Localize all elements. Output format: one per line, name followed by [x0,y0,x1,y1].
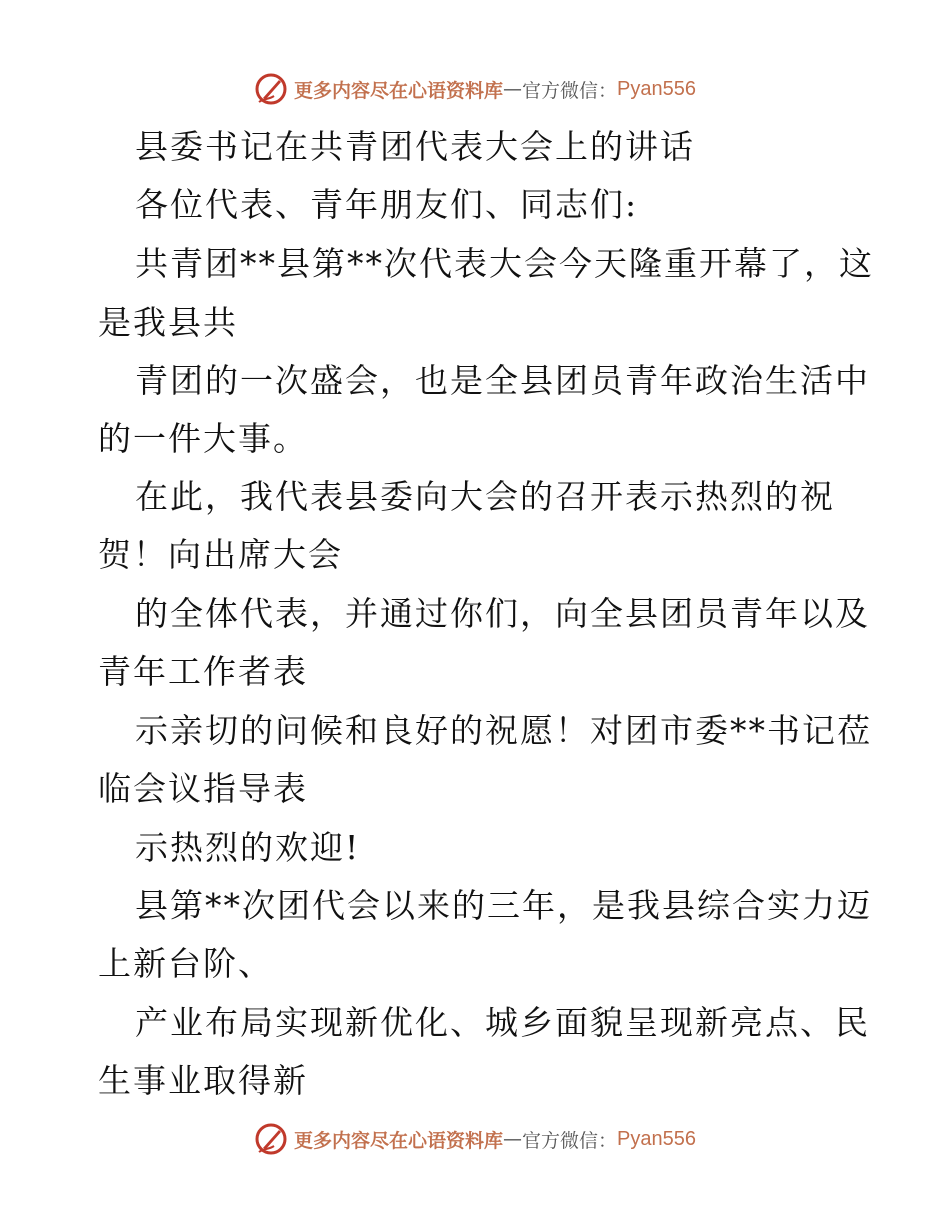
pen-circle-logo-icon [254,1122,288,1156]
paragraph-line: 在此，我代表县委向大会的召开表示热烈的祝 [135,477,835,516]
paragraph-line: 示亲切的问候和良好的祝愿！对团市委**书记莅 [135,711,872,750]
paragraph-line: 临会议指导表 [98,769,308,808]
banner-wechat-label: 官方微信： [522,79,618,102]
banner-dash: — [503,1128,523,1150]
banner-wechat-id: Pyan556 [617,1127,696,1150]
paragraph-line: 的全体代表，并通过你们，向全县团员青年以及 [135,594,870,633]
document-title: 县委书记在共青团代表大会上的讲话 [135,127,695,166]
paragraph-line: 是我县共 [98,303,238,342]
salutation-line: 各位代表、青年朋友们、同志们: [135,185,639,224]
paragraph-line: 共青团**县第**次代表大会今天隆重开幕了，这 [135,244,874,283]
paragraph-line: 县第**次团代会以来的三年，是我县综合实力迈 [135,886,872,925]
paragraph-line: 青团的一次盛会，也是全县团员青年政治生活中 [135,361,870,400]
banner-wechat-label: 官方微信： [522,1129,618,1152]
footer-banner [0,1121,950,1157]
paragraph-line: 的一件大事。 [98,419,308,458]
paragraph-line: 生事业取得新 [98,1061,308,1100]
banner-dash: — [503,78,523,100]
banner-lead-text: 更多内容尽在心语资料库 [294,79,504,102]
paragraph-line: 示热烈的欢迎! [135,828,361,867]
banner-lead-text: 更多内容尽在心语资料库 [294,1129,504,1152]
paragraph-line: 贺！向出席大会 [98,535,343,574]
paragraph-line: 上新台阶、 [98,944,273,983]
paragraph-line: 产业布局实现新优化、城乡面貌呈现新亮点、民 [135,1003,870,1042]
banner-wechat-id: Pyan556 [617,77,696,100]
paragraph-line: 青年工作者表 [98,652,308,691]
